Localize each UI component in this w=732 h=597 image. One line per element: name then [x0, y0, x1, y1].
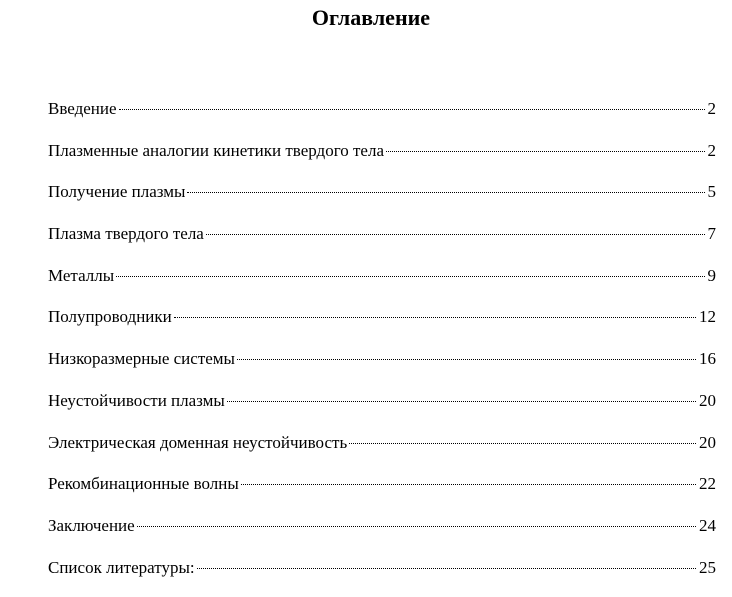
toc-entry-page-number: 25 — [699, 557, 716, 577]
toc-entry[interactable] — [48, 139, 716, 181]
toc-entry-page-number: 20 — [699, 390, 716, 410]
dot-leader — [137, 526, 696, 527]
page-title: Оглавление — [311, 5, 431, 30]
toc-entry[interactable] — [48, 389, 716, 431]
dot-leader — [116, 276, 704, 277]
toc-entry-label: Плазменные аналогии кинетики твердого тела — [48, 140, 384, 160]
toc-entry[interactable] — [48, 222, 716, 264]
dot-leader — [206, 234, 705, 235]
toc-entry-label: Список литературы: — [48, 557, 195, 577]
toc-entry[interactable] — [48, 180, 716, 222]
toc-entry-label: Неустойчивости плазмы — [48, 390, 225, 410]
toc-entry[interactable] — [48, 264, 716, 306]
toc-entry-label: Получение плазмы — [48, 182, 186, 202]
toc-entry-page-number: 20 — [699, 432, 716, 452]
toc-entry[interactable] — [48, 431, 716, 473]
toc-entry-label: Низкоразмерные системы — [48, 349, 235, 369]
dot-leader — [241, 484, 696, 485]
dot-leader — [386, 151, 705, 152]
toc-entry[interactable] — [48, 305, 716, 347]
toc-entry[interactable] — [48, 347, 716, 389]
toc-entry[interactable] — [48, 97, 716, 139]
toc-entry-page-number: 9 — [707, 265, 716, 285]
dot-leader — [197, 568, 696, 569]
dot-leader — [349, 443, 696, 444]
toc-entry-page-number: 2 — [707, 140, 716, 160]
toc-entry-page-number: 16 — [699, 349, 716, 369]
toc-entry[interactable] — [48, 472, 716, 514]
toc-entry-label: Плазма твердого тела — [48, 224, 204, 244]
toc-entry-label: Металлы — [48, 265, 115, 285]
toc-entry-label: Полупроводники — [48, 307, 172, 327]
toc-entry-page-number: 24 — [699, 515, 716, 535]
toc-entry-page-number: 5 — [707, 182, 716, 202]
toc-entry-page-number: 12 — [699, 307, 716, 327]
dot-leader — [119, 109, 705, 110]
table-of-contents — [48, 97, 716, 597]
dot-leader — [174, 317, 696, 318]
toc-entry-label: Электрическая доменная неустойчивость — [48, 432, 348, 452]
dot-leader — [227, 401, 696, 402]
dot-leader — [237, 359, 696, 360]
dot-leader — [187, 192, 704, 193]
toc-entry-page-number: 7 — [707, 224, 716, 244]
toc-entry-page-number: 22 — [699, 474, 716, 494]
toc-entry-page-number: 2 — [707, 99, 716, 118]
toc-entry-label: Рекомбинационные волны — [48, 474, 239, 494]
toc-entry-label: Заключение — [48, 515, 135, 535]
toc-entry-label: Введение — [48, 99, 117, 118]
toc-entry[interactable] — [48, 514, 716, 556]
